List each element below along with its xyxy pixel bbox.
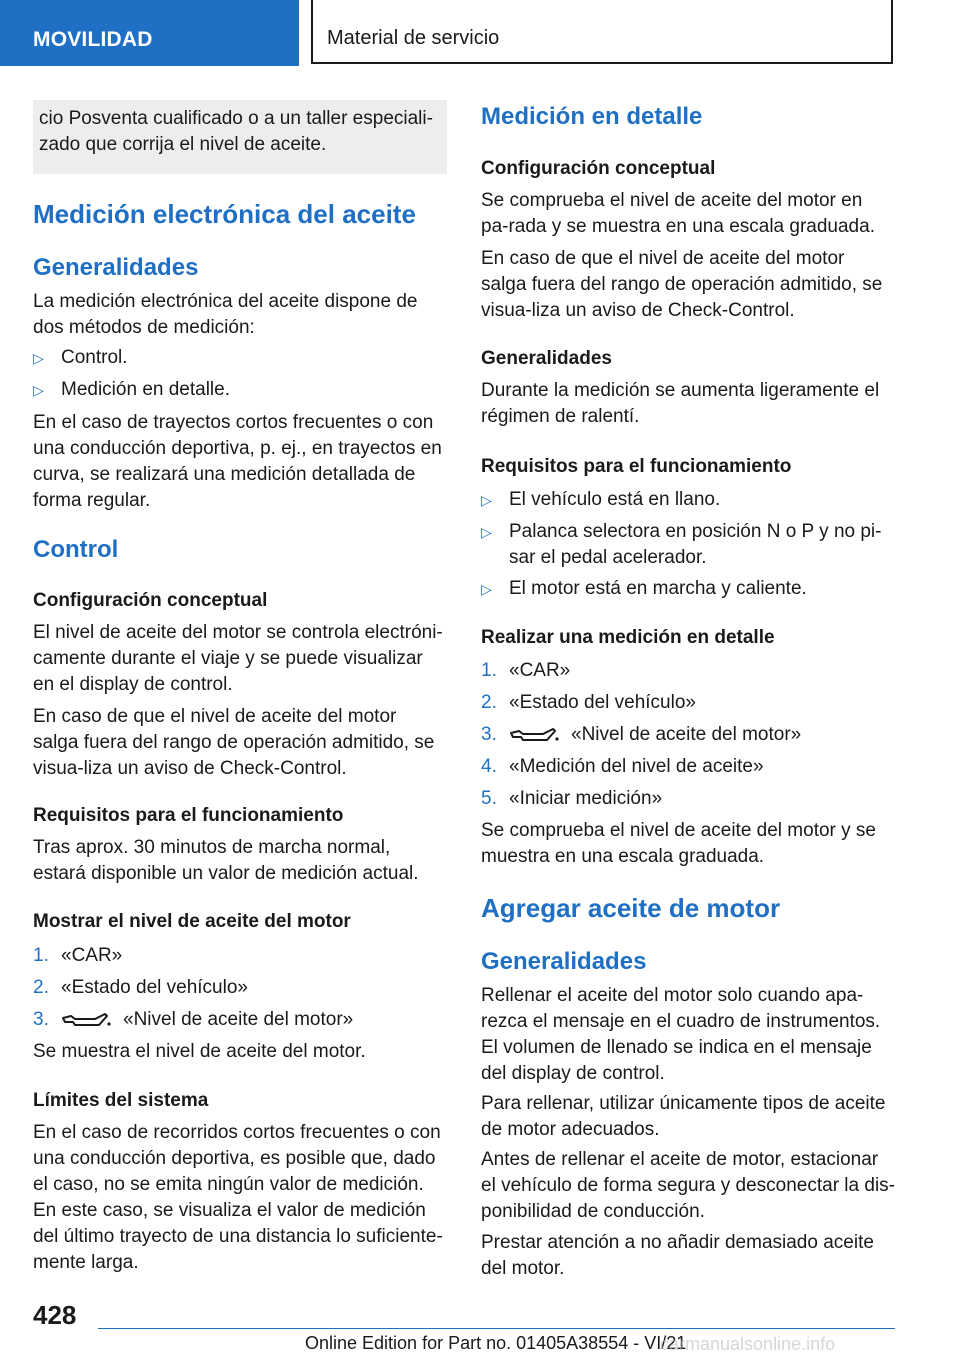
concept-text-2: En caso de que el nivel de aceite del motor salga fuera del rango de operación admitido, se visua-liza un aviso de Check-Control.: [33, 706, 435, 779]
heading-detail-measurement: Medición en detalle: [481, 103, 703, 130]
edition-text: Online Edition for Part no. 01405A38554 - VI/21: [305, 1333, 687, 1353]
heading-system-limits: Límites del sistema: [33, 1090, 209, 1111]
step-text: «CAR»: [509, 660, 571, 681]
step-item: [481, 786, 895, 812]
list-item: [481, 487, 895, 513]
add-text-2: El volumen de llenado se indica en el mensaje del display de control.: [481, 1037, 872, 1084]
heading-generalidades: Generalidades: [481, 348, 612, 369]
step-text: «Estado del vehículo»: [509, 692, 696, 713]
step-number: 1.: [481, 660, 497, 681]
list-item-text: Control.: [61, 347, 128, 368]
step-number: 5.: [481, 788, 497, 809]
list-item-text: Medición en detalle.: [61, 379, 230, 400]
result-text: Se comprueba el nivel de aceite del motor y se muestra en una escala graduada.: [481, 820, 876, 867]
triangle-bullet-icon: ▷: [33, 350, 44, 366]
triangle-bullet-icon: ▷: [481, 492, 492, 508]
step-number: 4.: [481, 756, 497, 777]
requirements-text: Tras aprox. 30 minutos de marcha normal, estará disponible un valor de medición actual.: [33, 837, 419, 884]
heading-perform-measurement: Realizar una medición en detalle: [481, 627, 775, 648]
triangle-bullet-icon: ▷: [33, 382, 44, 398]
oil-can-icon: [61, 1011, 113, 1031]
step-number: 3.: [33, 1009, 49, 1030]
step-item: [33, 975, 447, 1001]
step-number: 2.: [481, 692, 497, 713]
step-text: «Iniciar medición»: [509, 788, 663, 809]
heading-generalidades-add: Generalidades: [481, 948, 647, 975]
step-number: 1.: [33, 945, 49, 966]
step-number: 2.: [33, 977, 49, 998]
heading-control: Control: [33, 536, 119, 563]
step-item: [481, 658, 895, 684]
heading-concept: Configuración conceptual: [33, 590, 268, 611]
step-text: «Estado del vehículo»: [61, 977, 248, 998]
limits-text: En el caso de recorridos cortos frecuentes o con una conducción deportiva, es posible que, dado el caso, no se emita ningún valor de medición.: [33, 1122, 441, 1195]
step-item: [481, 690, 895, 716]
heading-generalidades: Generalidades: [33, 254, 199, 281]
list-item: [481, 519, 895, 571]
heading-requirements: Requisitos para el funcionamiento: [33, 805, 344, 826]
chapter-box: [311, 0, 893, 64]
intro-text: La medición electrónica del aceite dispone de dos métodos de medición:: [33, 291, 418, 338]
section-title: MOVILIDAD: [33, 28, 153, 51]
step-item: [481, 722, 895, 748]
heading-show-oil-level: Mostrar el nivel de aceite del motor: [33, 911, 351, 932]
triangle-bullet-icon: ▷: [481, 524, 492, 540]
heading-concept: Configuración conceptual: [481, 158, 716, 179]
oil-can-icon: [509, 726, 561, 746]
section-tab: [0, 0, 299, 66]
list-item: [33, 345, 447, 371]
footer-divider: [98, 1328, 895, 1329]
step-text: «Nivel de aceite del motor»: [123, 1009, 354, 1030]
step-item: [33, 943, 447, 969]
list-item-text: El motor está en marcha y caliente.: [509, 578, 807, 599]
watermark: carmanualsonline.info: [660, 1334, 836, 1354]
triangle-bullet-icon: ▷: [481, 581, 492, 597]
note-text: cio Posventa cualificado o a un taller especiali-zado que corrija el nivel de aceite.: [39, 108, 433, 155]
add-text-1: Rellenar el aceite del motor solo cuando apa-rezca el mensaje en el cuadro de instrumentos.: [481, 985, 881, 1032]
general-text: Durante la medición se aumenta ligeramente el régimen de ralentí.: [481, 380, 880, 427]
list-item-text: Palanca selectora en posición N o P y no pi-sar el pedal acelerador.: [509, 521, 882, 568]
list-item: [33, 377, 447, 403]
concept-text-2: En caso de que el nivel de aceite del motor salga fuera del rango de operación admitido, se visua-liza un aviso de Check-Control.: [481, 248, 883, 321]
step-text: «CAR»: [61, 945, 123, 966]
heading-requirements: Requisitos para el funcionamiento: [481, 456, 792, 477]
step-text: «Nivel de aceite del motor»: [571, 724, 802, 745]
section-heading-add-oil: Agregar aceite de motor: [481, 893, 781, 923]
step-number: 3.: [481, 724, 497, 745]
add-text-3: Para rellenar, utilizar únicamente tipos de aceite de motor adecuados.: [481, 1093, 886, 1140]
list-item-text: El vehículo está en llano.: [509, 489, 721, 510]
concept-text: Se comprueba el nivel de aceite del motor en pa-rada y se muestra en una escala graduada.: [481, 190, 875, 237]
chapter-title: Material de servicio: [327, 27, 500, 49]
add-text-4: Antes de rellenar el aceite de motor, estacionar el vehículo de forma segura y desconectar la dis-ponibilidad de conducción.: [481, 1149, 895, 1222]
body-text: En el caso de trayectos cortos frecuentes o con una conducción deportiva, p. ej., en trayectos en curva, se realizará una medición detallada de forma regular.: [33, 412, 442, 511]
show-result-text: Se muestra el nivel de aceite del motor.: [33, 1041, 366, 1062]
page-number: 428: [33, 1300, 77, 1330]
add-text-5: Prestar atención a no añadir demasiado aceite del motor.: [481, 1232, 874, 1279]
note-box: [33, 100, 447, 174]
limits-text-2: En este caso, se visualiza el valor de medición del último trayecto de una distancia lo suficiente-mente larga.: [33, 1200, 443, 1273]
section-heading-electronic-oil: Medición electrónica del aceite: [33, 199, 416, 229]
list-item: [481, 576, 895, 602]
step-item: [33, 1007, 447, 1033]
step-text: «Medición del nivel de aceite»: [509, 756, 764, 777]
step-item: [481, 754, 895, 780]
concept-text: El nivel de aceite del motor se controla electróni-camente durante el viaje y se puede visualizar en el display de control.: [33, 622, 443, 695]
